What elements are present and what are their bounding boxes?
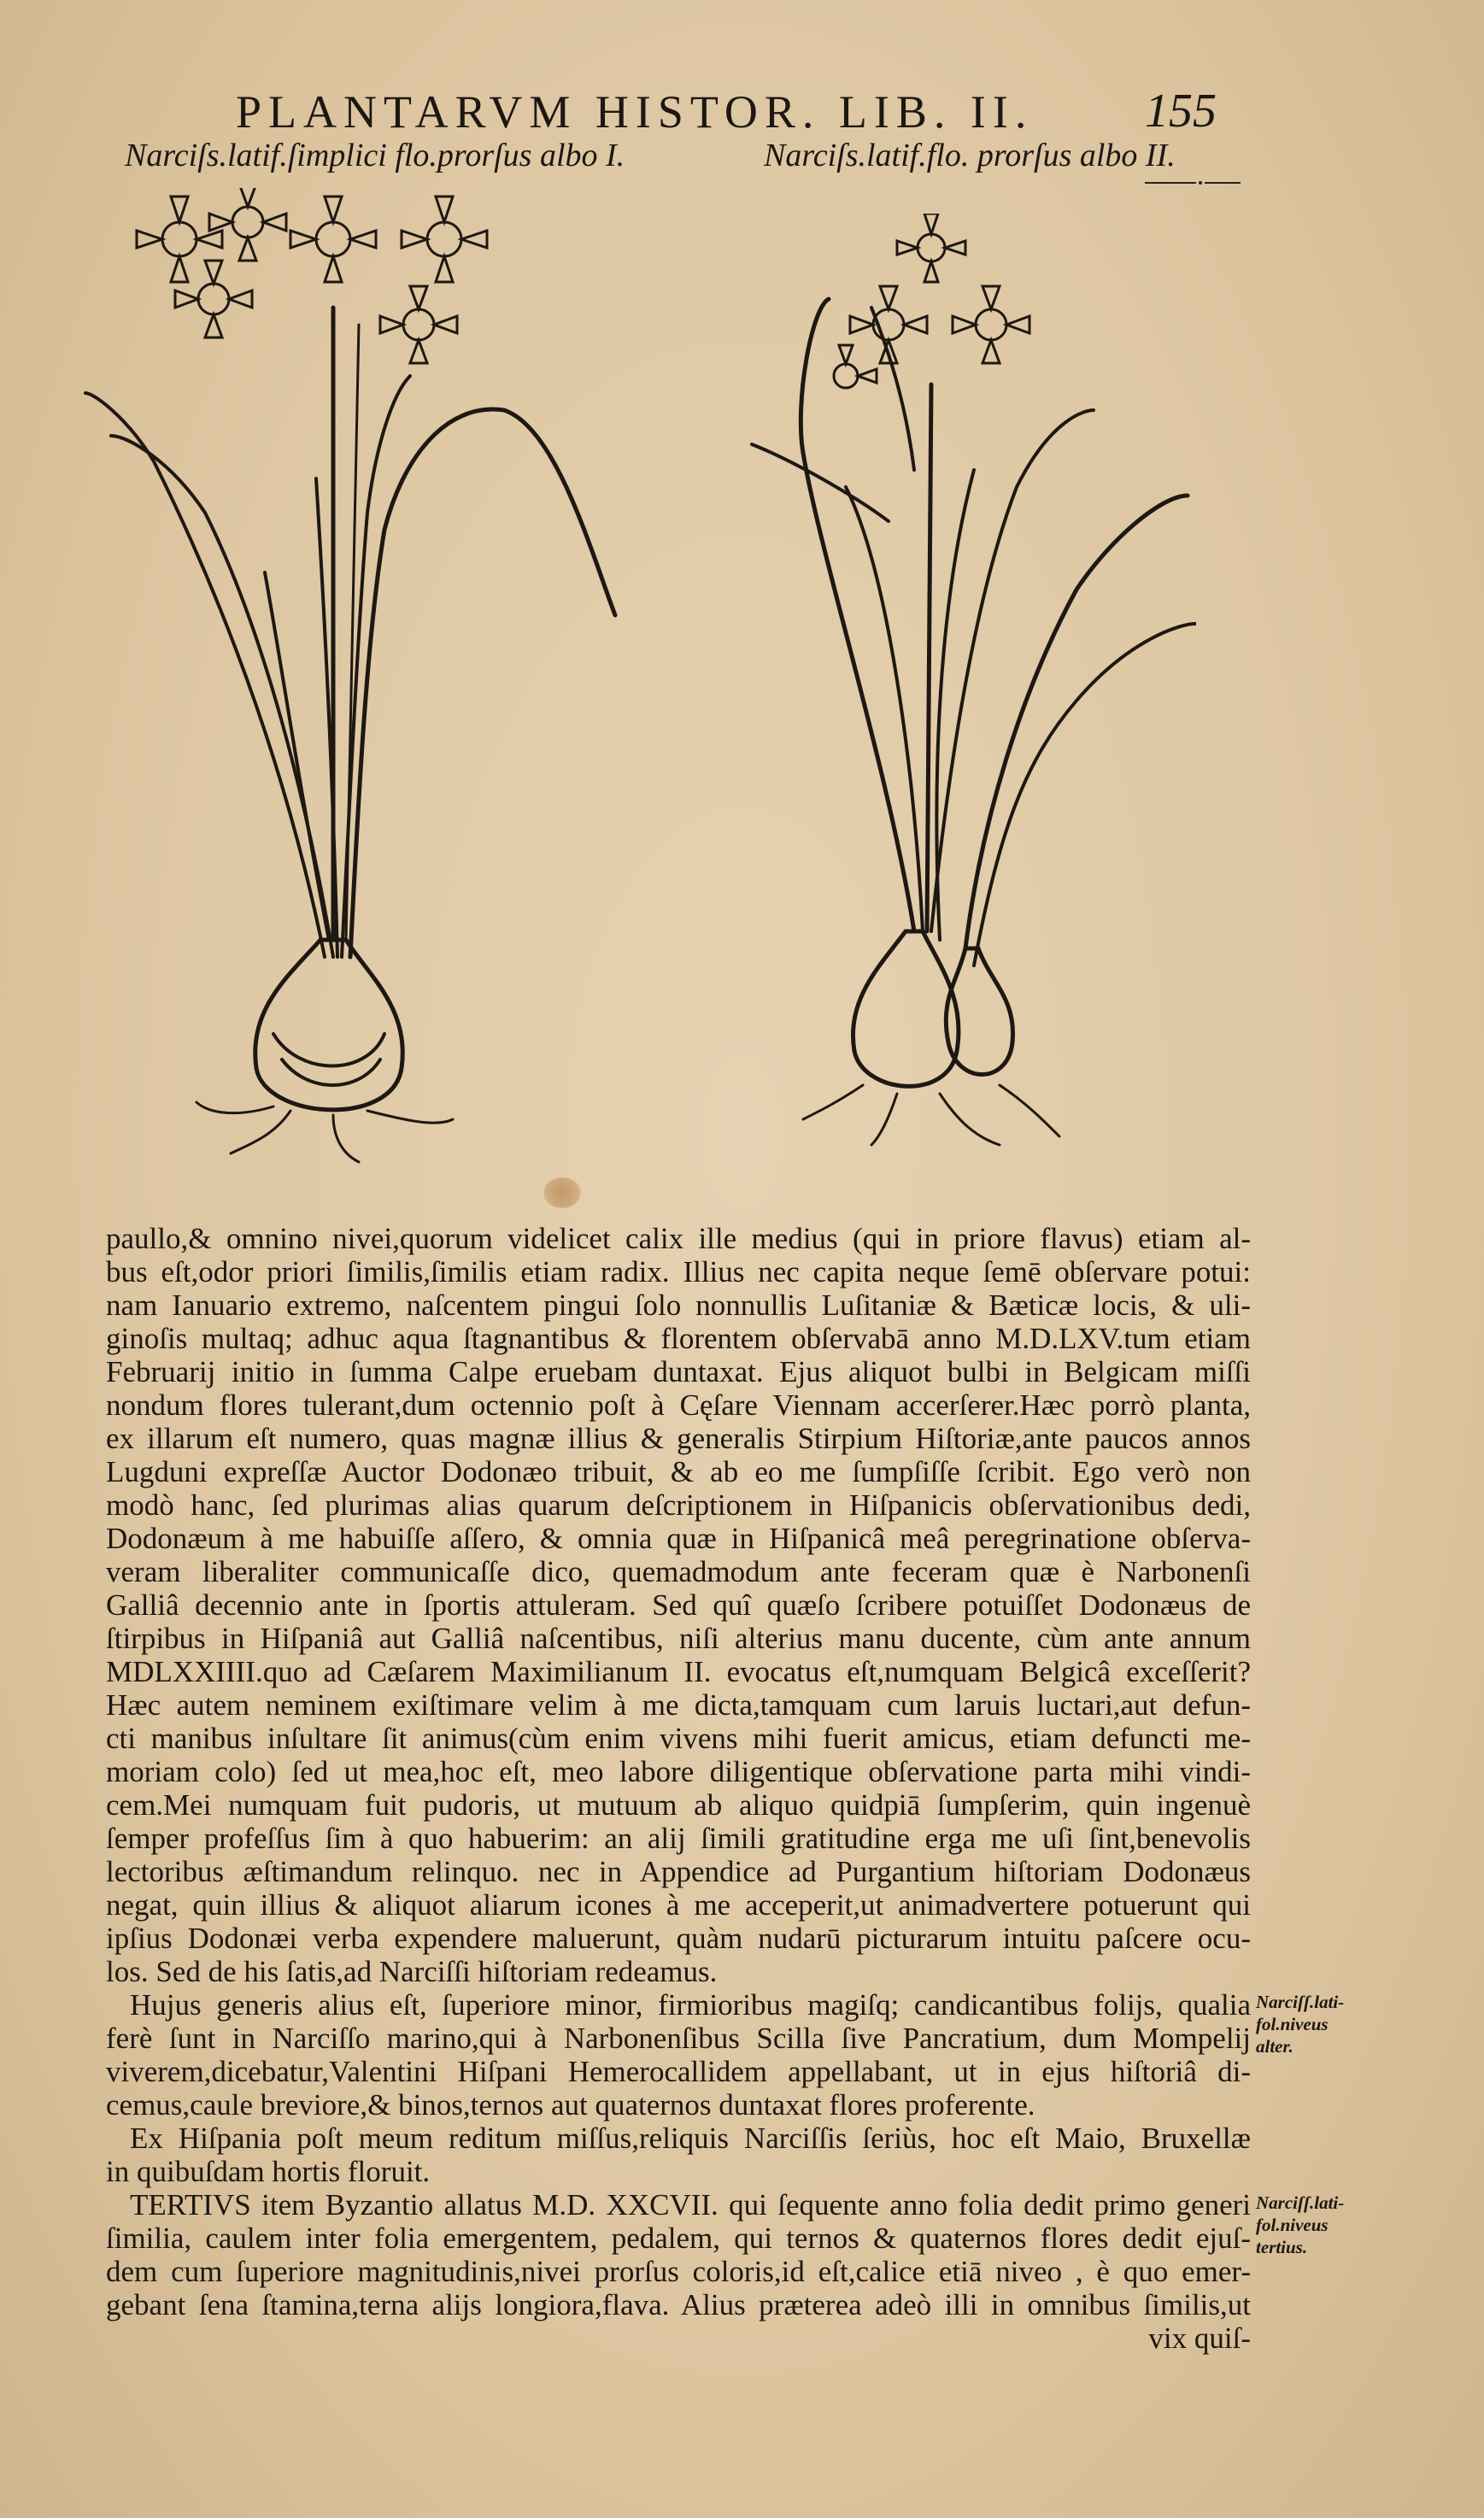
text-line: Dodonæum à me habuiſſe aſſero, & omnia quæ in Hiſpanicâ meâ peregrinatione obſerva- — [106, 1522, 1251, 1555]
text-line: gebant ſena ſtamina,terna alijs longiora,flava. Alius præterea adeò illi in omnibus ſimilis,ut — [106, 2288, 1251, 2321]
margin-note-1 — [1256, 1991, 1344, 2057]
decorative-rule — [1145, 178, 1241, 186]
text-line: Hujus generis alius eſt, ſuperiore minor, firmioribus magiſq; candicantibus folijs, qualia — [130, 1988, 1251, 2022]
text-line: moriam colo) ſed ut mea,hoc eſt, meo labore diligentique obſervatione parta mihi vindi- — [106, 1755, 1251, 1788]
text-line: in quibuſdam hortis floruit. — [106, 2155, 431, 2188]
text-line: cemus,caule breviore,& binos,ternos aut quaternos duntaxat flores proferente. — [106, 2088, 1035, 2122]
text-line: Ex Hiſpania poſt meum reditum miſſus,reliquis Narciſſis ſeriùs, hoc eſt Maio, Bruxellæ — [130, 2122, 1251, 2155]
left-narcissus-illustration — [77, 188, 641, 1188]
text-line: dem cum ſuperiore magnitudinis,nivei prorſus coloris,id eſt,calice etiā niveo , è quo emer- — [106, 2255, 1251, 2288]
running-title: PLANTARVM HISTOR. LIB. II. — [236, 86, 1034, 138]
text-line: MDLXXIIII.quo ad Cæſarem Maximilianum II. evocatus eſt,numquam Belgicâ exceſſerit? — [106, 1655, 1251, 1688]
catchword: vix quiſ- — [1148, 2321, 1251, 2355]
narcissus-woodcut-left — [77, 188, 641, 1188]
text-line: los. Sed de his ſatis,ad Narciſſi hiſtoriam redeamus. — [106, 1955, 718, 1988]
text-line: TERTIVS item Byzantio allatus M.D. XXCVII. qui ſequente anno folia dedit primo generi — [130, 2188, 1251, 2222]
text-line: bus eſt,odor priori ſimilis,ſimilis etiam radix. Illius nec capita neque ſemē obſervare potui: — [106, 1255, 1251, 1288]
text-line: cem.Mei numquam fuit pudoris, ut mutuum ab aliquo quidpiā ſumpſerim, quin ingenuè — [106, 1788, 1251, 1822]
margin-note-line: fol.niveus — [1256, 2014, 1329, 2034]
text-line: modò hanc, ſed plurimas alias quarum deſcriptionem in Hiſpanicis obſervationibus dedi, — [106, 1488, 1251, 1522]
page-number: 155 — [1145, 85, 1217, 138]
text-line: veram liberaliter communicaſſe dico, quemadmodum ante feceram quæ è Narbonenſi — [106, 1555, 1251, 1588]
text-line: ipſius Dodonæi verba expendere maluerunt, quàm nudarū picturarum intuitu paſcere ocu- — [106, 1922, 1251, 1955]
text-line: nam Ianuario extremo, naſcentem pingui ſolo nonnullis Luſitaniæ & Bæticæ locis, & uli- — [106, 1288, 1251, 1322]
right-figure-caption: Narciſs.latif.flo. prorſus albo II. — [764, 138, 1176, 173]
text-line: negat, quin illius & aliquot aliarum icones à me acceperit,ut animadvertere potuerunt qui — [106, 1888, 1251, 1922]
text-line: ginoſis multaq; adhuc aqua ſtagnantibus & florentem obſervabā anno M.D.LXV.tum etiam — [106, 1322, 1251, 1355]
margin-note-line: Narciſſ.lati- — [1256, 1992, 1345, 2012]
text-line: cti manibus inſultare ſit animus(cùm enim vivens mihi fuerit amicus, etiam defuncti me- — [106, 1722, 1251, 1755]
text-line: paullo,& omnino nivei,quorum videlicet calix ille medius (qui in priore flavus) etiam al- — [106, 1222, 1251, 1255]
margin-note-2 — [1256, 2192, 1344, 2258]
text-line: Lugduni expreſſæ Auctor Dodonæo tribuit, & ab eo me ſumpſiſſe ſcribit. Ego verò non — [106, 1455, 1251, 1488]
text-line: ſtirpibus in Hiſpaniâ aut Galliâ naſcentibus, niſi alterius manu ducente, cùm ante annum — [106, 1622, 1251, 1655]
text-line: ſemper profeſſus ſim à quo habuerim: an alij ſimili gratitudine erga me uſi ſint,benevolis — [106, 1822, 1251, 1855]
text-line: Galliâ decennio ante in ſportis attuleram. Sed quî quæſo ſcribere potuiſſet Dodonæus de — [106, 1588, 1251, 1622]
text-line: nondum flores tulerant,dum octennio poſt à Cęſare Viennam accerſerer.Hæc porrò planta, — [106, 1388, 1251, 1422]
margin-note-line: fol.niveus — [1256, 2215, 1329, 2235]
left-figure-caption: Narciſs.latif.ſimplici flo.prorſus albo I. — [125, 138, 625, 173]
margin-note-line: tertius. — [1256, 2237, 1308, 2257]
text-line: Hæc autem neminem exiſtimare velim à me dicta,tamquam cum laruis luctari,aut defun- — [106, 1688, 1251, 1722]
paper-stain — [543, 1177, 581, 1208]
margin-note-line: Narciſſ.lati- — [1256, 2192, 1345, 2213]
text-line: ex illarum eſt numero, quas magnæ illius & generalis Stirpium Hiſtoriæ,ante paucos annos — [106, 1422, 1251, 1455]
text-line: ferè ſunt in Narciſſo marino,qui à Narbonenſibus Scilla ſive Pancratium, dum Mompelij — [106, 2022, 1251, 2055]
text-line: Februarij initio in ſumma Calpe eruebam duntaxat. Ejus aliquot bulbi in Belgicam miſſi — [106, 1355, 1251, 1388]
text-line: viverem,dicebatur,Valentini Hiſpani Hemerocallidem appellabant, ut in ejus hiſtoriâ di- — [106, 2055, 1251, 2088]
right-narcissus-illustration — [718, 214, 1196, 1213]
body-text — [106, 1222, 1251, 2355]
narcissus-woodcut-right — [718, 214, 1196, 1213]
margin-note-line: alter. — [1256, 2036, 1293, 2057]
text-line: ſimilia, caulem inter folia emergentem, pedalem, qui ternos & quaternos flores dedit ejuſ- — [106, 2222, 1251, 2255]
text-line: lectoribus æſtimandum relinquo. nec in Appendice ad Purgantium hiſtoriam Dodonæus — [106, 1855, 1251, 1888]
